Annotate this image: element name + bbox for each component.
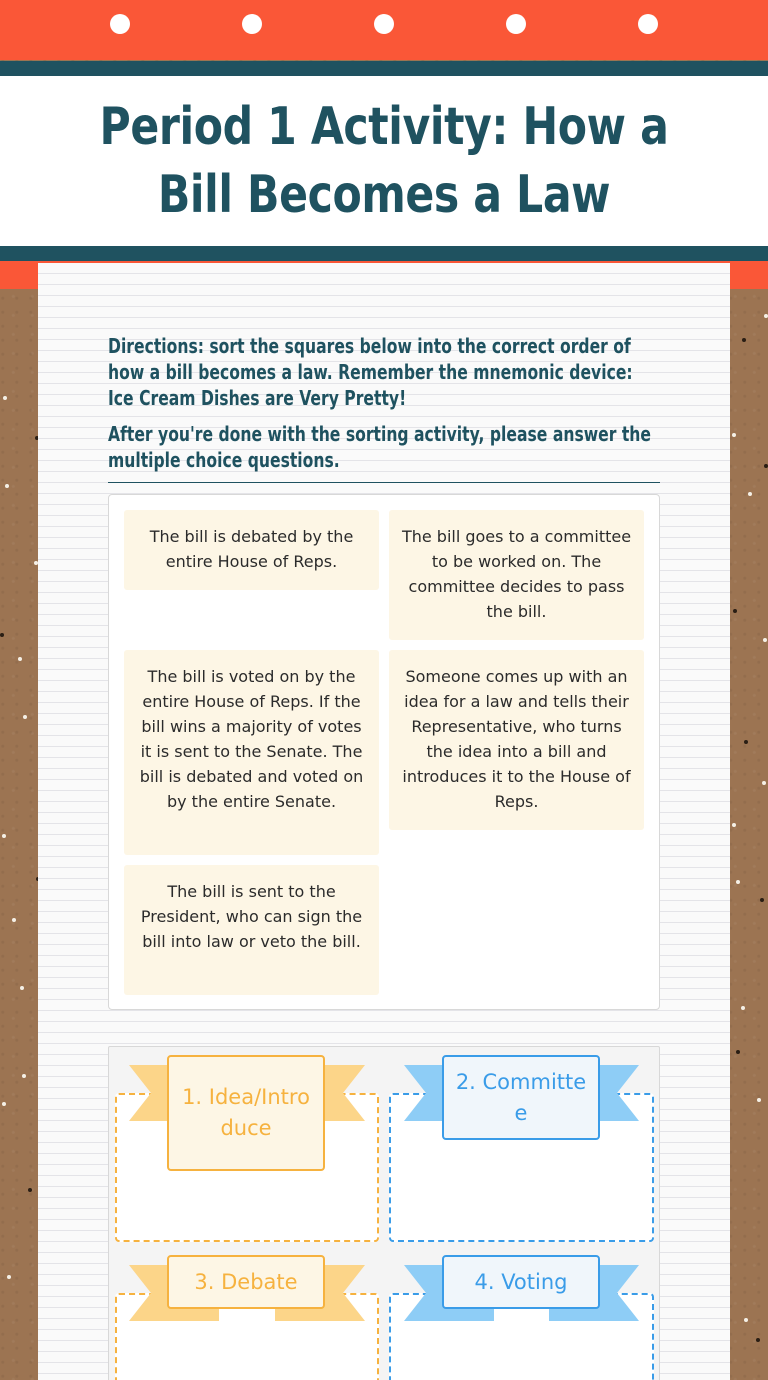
- worksheet-paper: [38, 263, 730, 1380]
- binder-hole: [110, 14, 130, 34]
- sort-categories-panel: [108, 1046, 660, 1380]
- sortable-card[interactable]: The bill is debated by the entire House of Reps.: [124, 510, 379, 590]
- category-label-voting: 4. Voting: [442, 1255, 600, 1309]
- header-divider-bottom: [0, 246, 768, 261]
- directions-divider: [108, 482, 660, 483]
- binder-hole: [374, 14, 394, 34]
- header-top-band: [0, 0, 768, 60]
- title-area: [0, 76, 768, 246]
- binder-hole: [242, 14, 262, 34]
- binder-hole: [506, 14, 526, 34]
- binder-hole: [638, 14, 658, 34]
- sortable-card[interactable]: Someone comes up with an idea for a law and tells their Representative, who turns the idea into a bill and introduces it to the House of Reps.: [389, 650, 644, 830]
- page-title: Period 1 Activity: How a Bill Becomes a Law: [99, 97, 669, 225]
- cards-pool: [108, 494, 660, 1010]
- sortable-card[interactable]: The bill is voted on by the entire House of Reps. If the bill wins a majority of votes it is sent to the Senate. The bill is debated and voted on by the entire Senate.: [124, 650, 379, 855]
- sortable-card[interactable]: The bill goes to a committee to be worked on. The committee decides to pass the bill.: [389, 510, 644, 640]
- directions-text: Directions: sort the squares below into the correct order of how a bill becomes a law. Remember the mnemonic device: Ice Cream Dishes are Very Pretty!: [108, 334, 633, 410]
- sortable-card[interactable]: The bill is sent to the President, who can sign the bill into law or veto the bill.: [124, 865, 379, 995]
- directions: [108, 333, 664, 473]
- category-label-committee: 2. Committee: [442, 1055, 600, 1140]
- header-divider-top: [0, 61, 768, 76]
- category-label-idea: 1. Idea/Introduce: [167, 1055, 325, 1171]
- category-label-debate: 3. Debate: [167, 1255, 325, 1309]
- directions-followup-text: After you're done with the sorting activity, please answer the multiple choice questions.: [108, 422, 652, 472]
